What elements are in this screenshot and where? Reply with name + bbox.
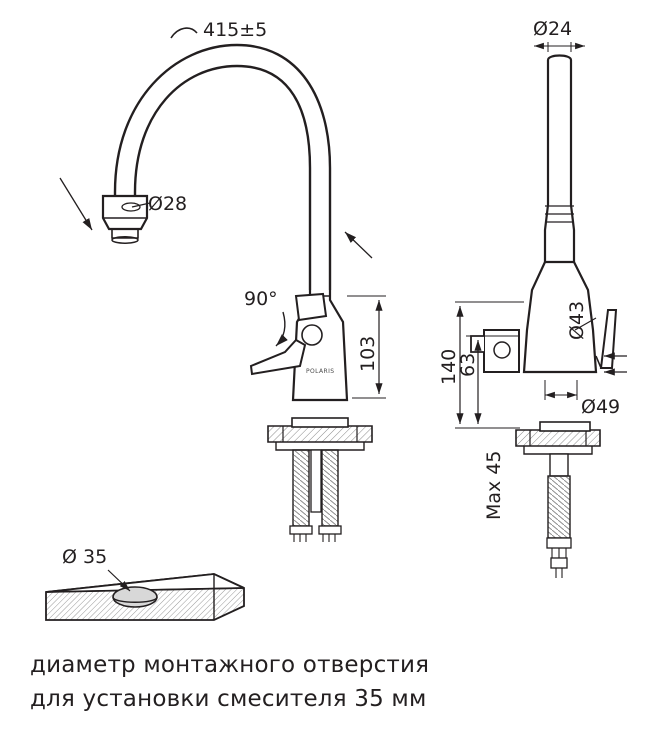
- dim-spout-reach: 415±5: [203, 19, 268, 41]
- dim-body-height: 103: [357, 335, 379, 372]
- dim-neck-diameter: Ø43: [566, 300, 588, 340]
- brand-label: POLARIS: [306, 368, 335, 375]
- dim-max-thickness: Max 45: [483, 450, 505, 520]
- dim-aerator-diameter: Ø28: [148, 193, 188, 215]
- caption-line-2: для установки смесителя 35 мм: [30, 686, 427, 712]
- dim-handle-angle: 90°: [244, 288, 278, 310]
- dim-base-diameter: Ø49: [581, 396, 621, 418]
- dim-mounting-hole-diameter: Ø 35: [62, 546, 108, 568]
- caption-block: [30, 648, 630, 716]
- dim-total-height: 140: [438, 348, 460, 385]
- countertop-view-group: [46, 546, 244, 620]
- front-view-group: [60, 19, 386, 542]
- side-view-group: [438, 18, 627, 578]
- dim-handle-height: 63: [457, 352, 479, 377]
- caption-line-1: диаметр монтажного отверстия: [30, 652, 430, 678]
- dim-tube-diameter: Ø24: [533, 18, 573, 40]
